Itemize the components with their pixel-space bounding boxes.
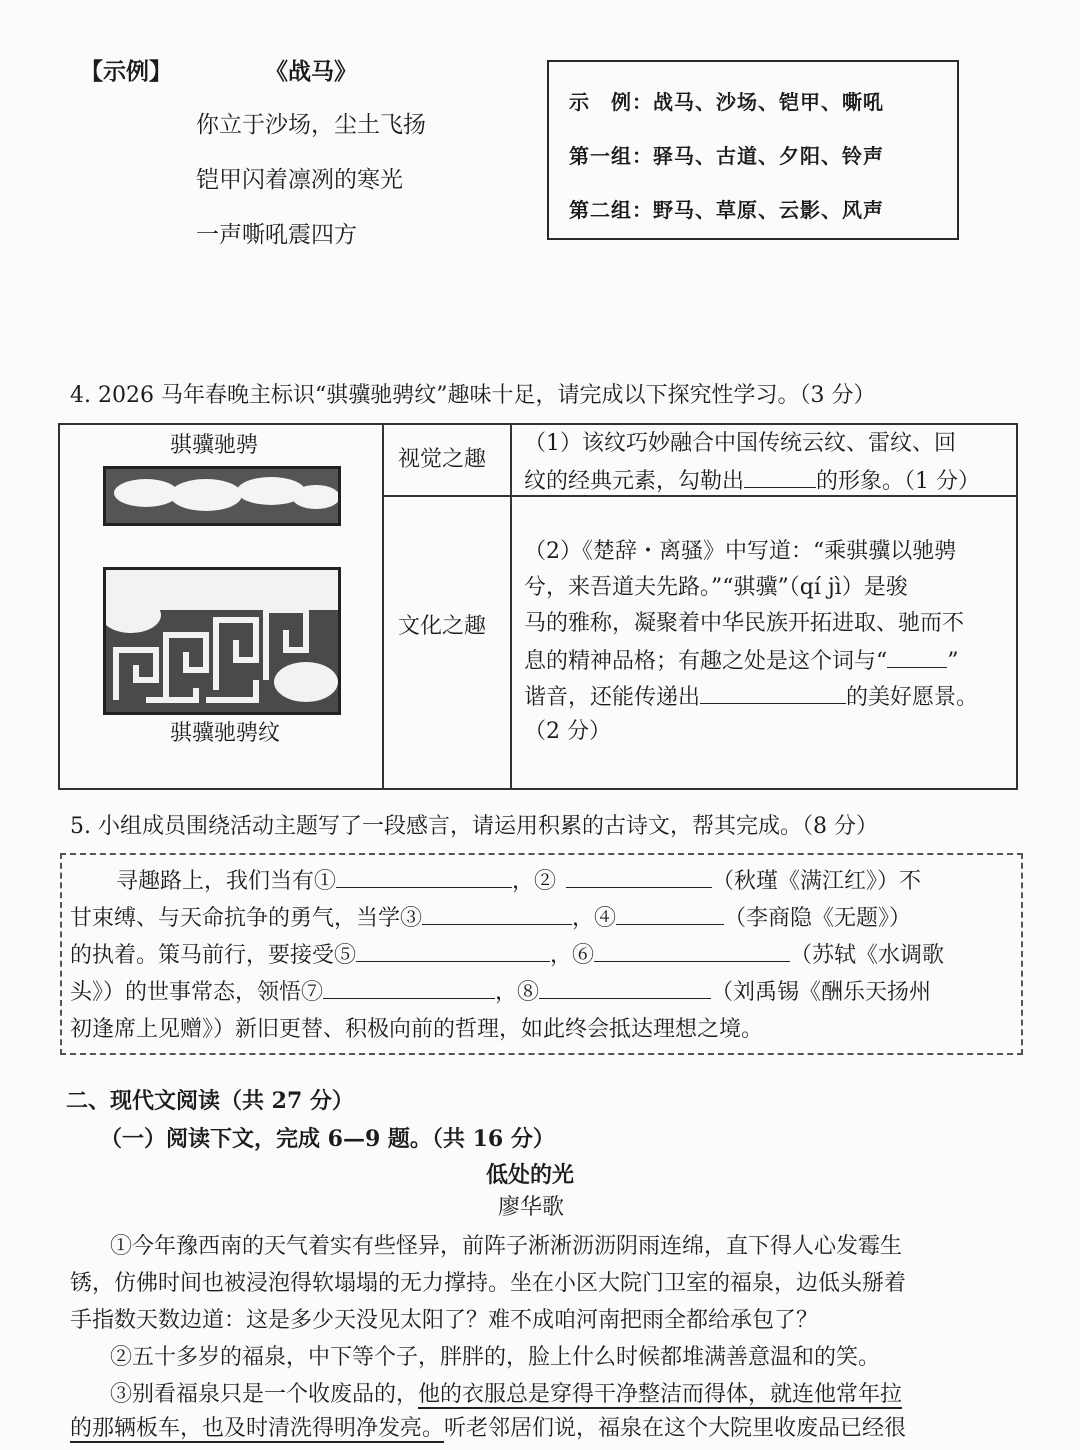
q4-1-blank[interactable] <box>744 465 816 488</box>
blank-4[interactable] <box>616 902 724 925</box>
q5-l4c: （刘禹锡《酬乐天扬州 <box>711 980 932 1005</box>
q4-1-line-2a: 纹的经典元素，勾勒出 <box>524 469 745 494</box>
q4-stem: 4. 2026 马年春晚主标识“骐骥驰骋纹”趣味十足，请完成以下探究性学习。（3 分） <box>70 383 876 408</box>
q5-line-2 <box>70 900 911 937</box>
q5-l2c: （李商隐《无题》） <box>724 906 912 931</box>
image-top-caption: 骐骥驰骋 <box>170 433 259 458</box>
q4-table <box>58 423 1018 790</box>
q4-1-line-2 <box>524 465 980 497</box>
q5-l1c: （秋瑾《满江红》）不 <box>712 869 922 894</box>
q5-l3c: （苏轼《水调歌 <box>790 943 945 968</box>
poem-title: 《战马》 <box>265 58 357 85</box>
q4-culture-label-cell <box>383 496 511 789</box>
q5-l2a: 甘束缚、与天命抗争的勇气，当学③ <box>70 906 423 931</box>
q5-line-3 <box>70 937 944 974</box>
p2-line: ②五十多岁的福泉，中下等个子，胖胖的，脸上什么时候都堆满善意温和的笑。 <box>110 1345 881 1370</box>
q4-visual-text-cell <box>511 424 1017 496</box>
poem-line-3: 一声嘶吼震四方 <box>196 222 357 248</box>
q4-2-blank-1[interactable] <box>887 645 947 668</box>
blank-1[interactable] <box>336 865 512 888</box>
section-heading: 二、现代文阅读（共 27 分） <box>66 1088 354 1114</box>
q4-2-line-4b: ” <box>947 649 959 674</box>
p1-line-1: ①今年豫西南的天气着实有些怪异，前阵子淅淅沥沥阴雨连绵，直下得人心发霉生 <box>110 1234 903 1259</box>
q5-l3a: 的执着。策马前行，要接受⑤ <box>70 943 357 968</box>
q5-line-1 <box>116 863 921 900</box>
p3-b-underlined: 他的衣服总是穿得干净整洁而得体，就连他常年拉 <box>418 1382 903 1407</box>
blank-2[interactable] <box>566 865 712 888</box>
q4-1-line-1: （1）该纹巧妙融合中国传统云纹、雷纹、回 <box>524 431 956 456</box>
word-row-group2: 第二组：野马、草原、云影、风声 <box>569 198 884 222</box>
q4-culture-text-cell <box>511 496 1017 789</box>
poem-line-1: 你立于沙场，尘土飞扬 <box>196 112 426 138</box>
cloud-pattern-image <box>103 466 341 526</box>
q4-2-line-6: （2 分） <box>524 719 611 744</box>
blank-6[interactable] <box>594 939 790 962</box>
blank-8[interactable] <box>539 976 711 999</box>
q5-answer-box <box>60 853 1023 1055</box>
article-title: 低处的光 <box>486 1162 575 1188</box>
q5-l4a: 头》）的世事常态，领悟⑦ <box>70 980 324 1005</box>
meander-pattern-image <box>103 567 341 715</box>
blank-5[interactable] <box>356 939 550 962</box>
word-row-group1: 第一组：驿马、古道、夕阳、铃声 <box>569 144 884 168</box>
p1-line-3: 手指数天数边道：这是多少天没见太阳了？难不成咱河南把雨全都给承包了？ <box>70 1308 819 1333</box>
q5-l2b: ，④ <box>572 906 617 931</box>
q4-1-line-2b: 的形象。（1 分） <box>816 469 981 494</box>
q5-line-5: 初逢席上见赠》）新旧更替、积极向前的哲理，如此终会抵达理想之境。 <box>70 1017 764 1042</box>
q5-l1a: 寻趣路上，我们当有① <box>116 869 337 894</box>
q4-2-line-5 <box>524 681 978 713</box>
culture-label: 文化之趣 <box>398 614 487 639</box>
q4-2-line-5b: 的美好愿景。 <box>846 685 979 710</box>
q5-l1b: ，② <box>512 869 557 894</box>
p3-c-underlined: 的那辆板车，也及时清洗得明净发亮。 <box>70 1416 445 1441</box>
image-bottom-caption: 骐骥驰骋纹 <box>170 721 281 746</box>
q4-2-line-5a: 谐音，还能传递出 <box>524 685 701 710</box>
q4-2-blank-2[interactable] <box>700 681 846 704</box>
p1-line-2: 锈，仿佛时间也被浸泡得软塌塌的无力撑持。坐在小区大院门卫室的福泉，边低头掰着 <box>70 1271 907 1296</box>
subsection-heading: （一）阅读下文，完成 6—9 题。（共 16 分） <box>100 1126 555 1152</box>
q5-line-4 <box>70 974 931 1011</box>
q4-visual-label-cell <box>383 424 511 496</box>
q4-2-line-1: （2）《楚辞・离骚》中写道：“乘骐骥以驰骋 <box>524 539 957 564</box>
q4-2-line-4a: 息的精神品格；有趣之处是这个词与“ <box>524 649 888 674</box>
visual-label: 视觉之趣 <box>398 447 487 472</box>
p3-line-2 <box>70 1410 906 1447</box>
q5-l4b: ，⑧ <box>495 980 540 1005</box>
p3-d: 听老邻居们说，福泉在这个大院里收废品已经很 <box>444 1416 907 1441</box>
word-row-example: 示 例：战马、沙场、铠甲、嘶吼 <box>569 90 884 114</box>
q4-2-line-3: 马的雅称，凝聚着中华民族开拓进取、驰而不 <box>524 611 965 636</box>
cloud-pattern-svg <box>106 469 338 523</box>
blank-3[interactable] <box>422 902 572 925</box>
p3-line-1 <box>110 1376 902 1413</box>
example-label: 【示例】 <box>80 58 172 85</box>
p3-a: ③别看福泉只是一个收废品的， <box>110 1382 419 1407</box>
word-group-box <box>547 60 959 240</box>
poem-line-2: 铠甲闪着凛冽的寒光 <box>196 167 403 193</box>
q4-2-line-4 <box>524 645 959 677</box>
q4-2-line-2: 兮，来吾道夫先路。”“骐骥”（qí jì）是骏 <box>524 575 908 600</box>
meander-pattern-svg <box>106 570 338 712</box>
q4-image-cell <box>59 424 383 789</box>
article-author: 廖华歌 <box>498 1195 565 1220</box>
q5-l3b: ，⑥ <box>550 943 595 968</box>
q5-stem: 5. 小组成员围绕活动主题写了一段感言，请运用积累的古诗文，帮其完成。（8 分） <box>70 814 878 839</box>
blank-7[interactable] <box>323 976 495 999</box>
